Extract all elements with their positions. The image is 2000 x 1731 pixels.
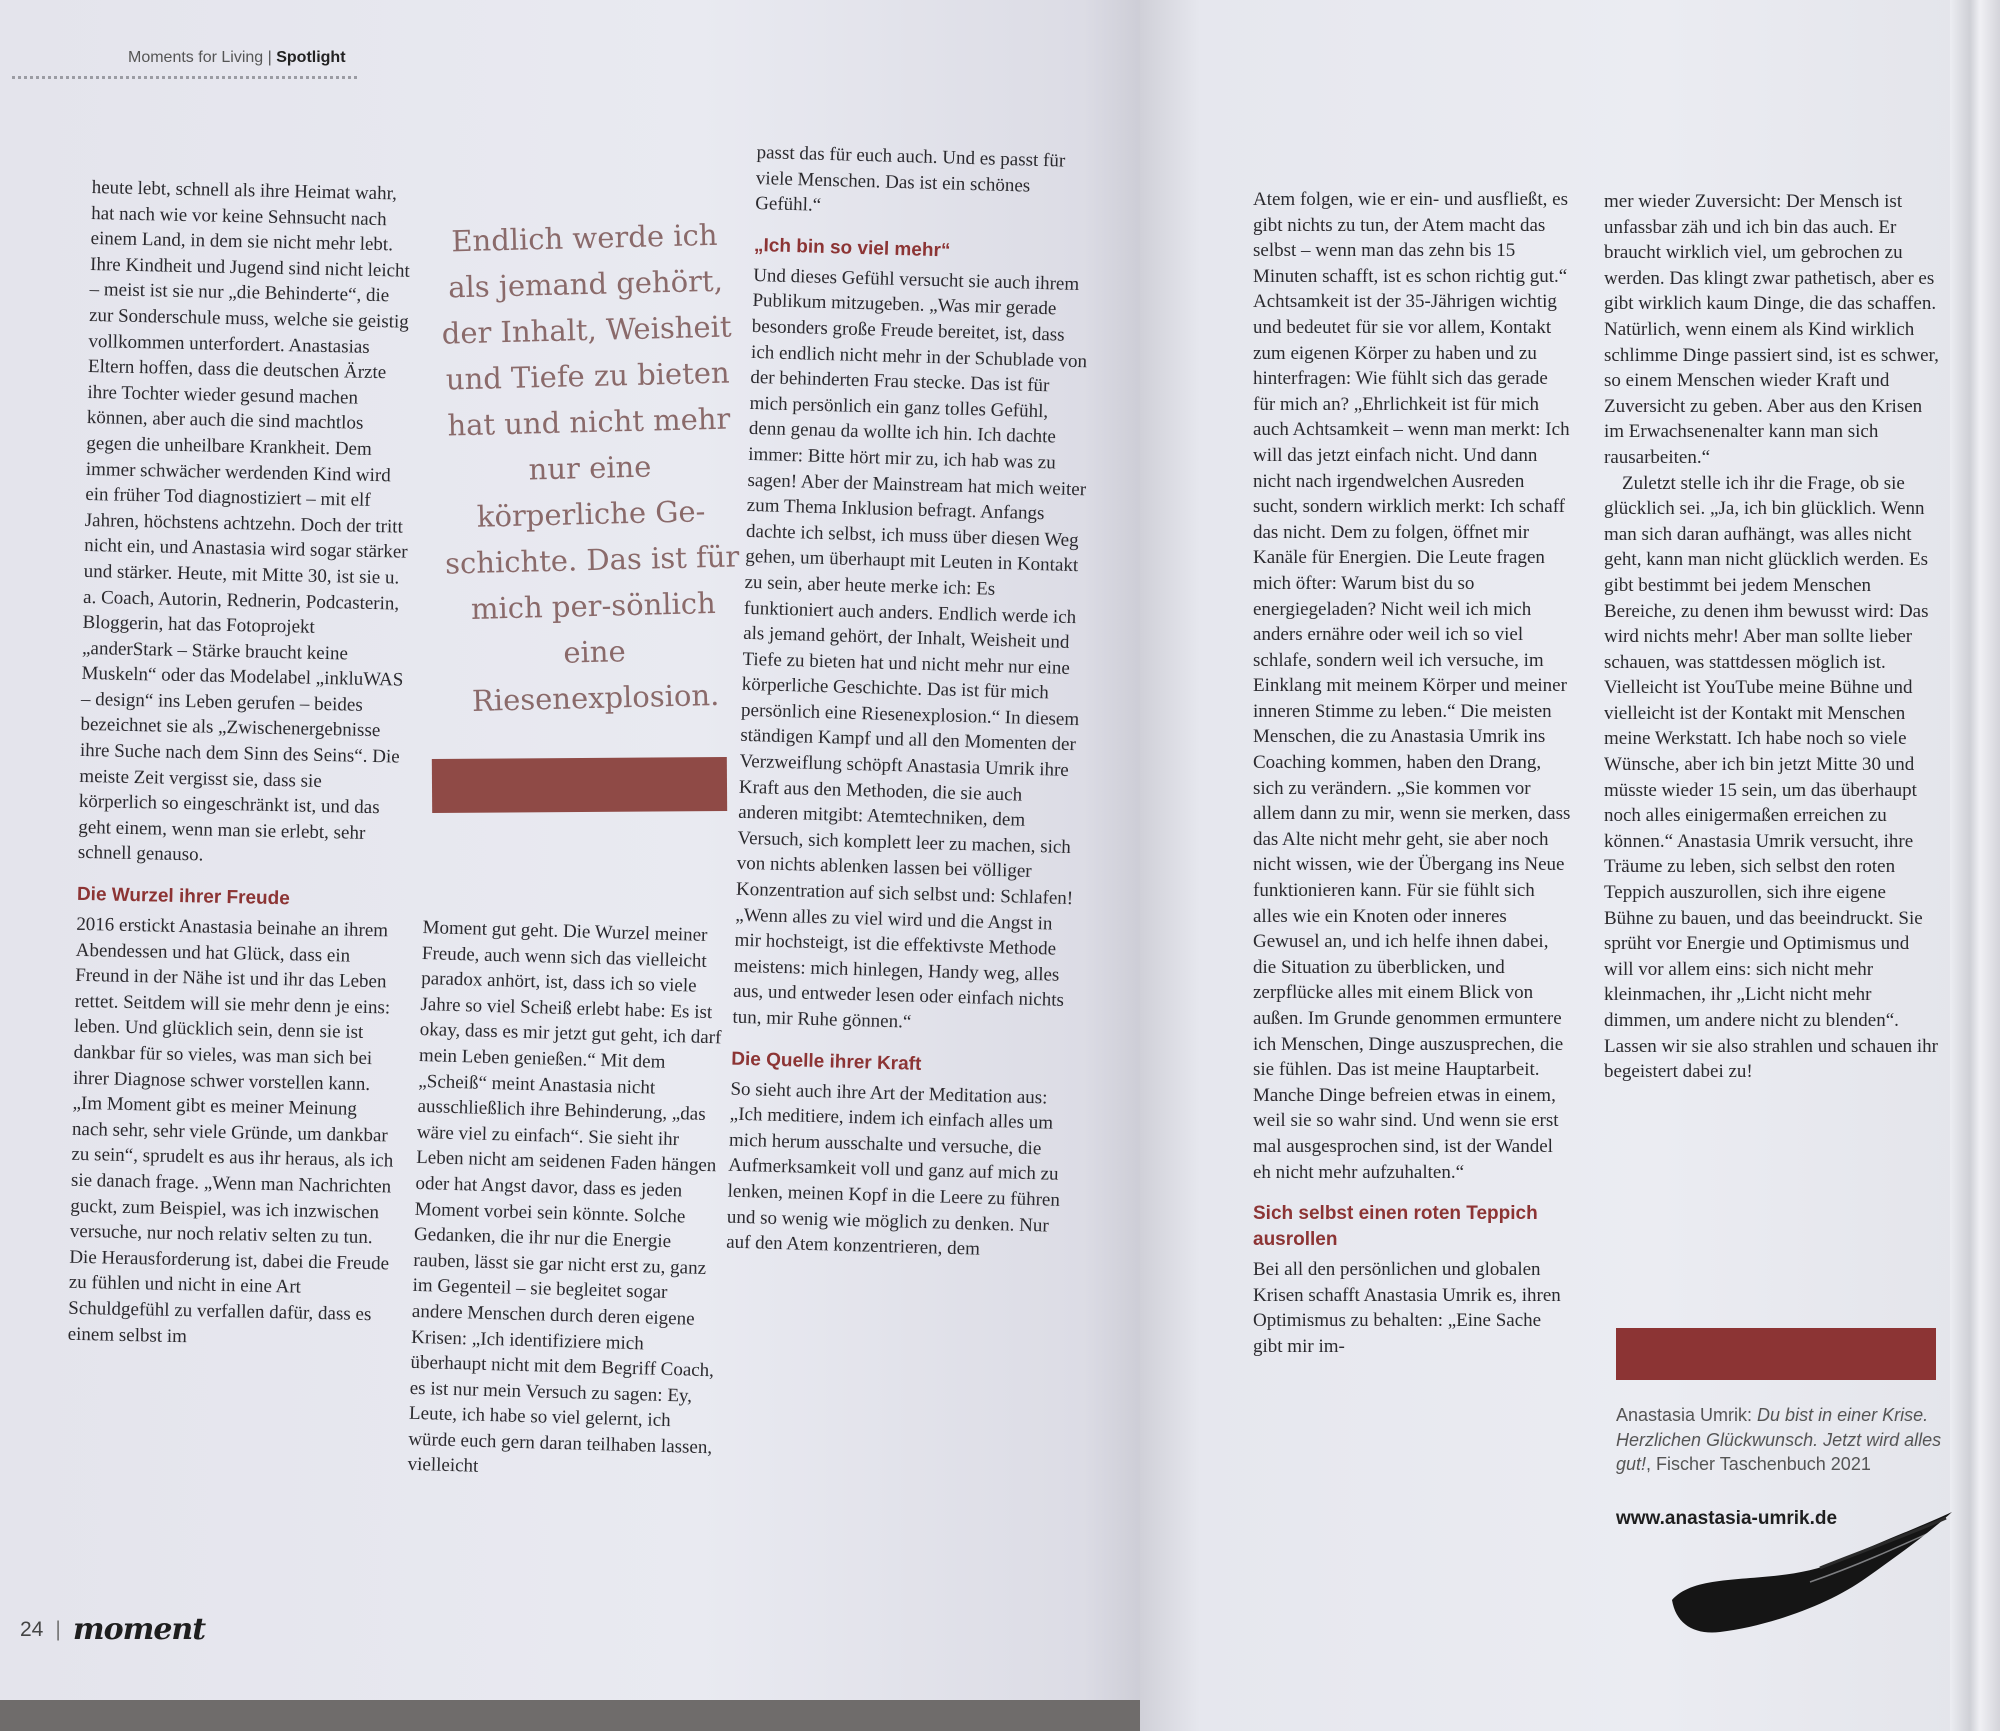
- column-2: [407, 915, 728, 1486]
- page-edge: [1950, 0, 2000, 1731]
- col4-subheading: Sich selbst einen roten Teppich ausrollen: [1253, 1203, 1538, 1251]
- col1-paragraph-1: heute lebt, schnell als ihre Heimat wahr, hat nach wie vor keine Sehnsucht nach einem Land, in dem sie nicht mehr lebt. Ihre Kindheit und Jugend sind nicht leicht – meist ist sie nur „die Behinderte“, die zur Sonderschule muss, welche sie geistig vollkommen unterfordert. Anastasias Eltern hoffen, dass die deutschen Ärzte ihre Tochter wieder gesund machen können, aber auch die sind machtlos gegen die unheilbare Krankheit. Dem immer schwächer werdenden Kind wird ein früher Tod diagnostiziert – mit elf Jahren, höchstens achtzehn. Doch der tritt nicht ein, und Anastasia wird sogar stärker und stärker. Heute, mit Mitte 30, ist sie u. a. Coach, Autorin, Rednerin, Podcasterin, Bloggerin, hat das Fotoprojekt „anderStark – Stärke braucht keine Muskeln“ oder das Modelabel „inkluWAS – design“ ins Leben gerufen – beides bezeichnet sie als „Zwischenergebnisse ihre Suche nach dem Sinn des Seins“. Die meiste Zeit vergisst sie, dass sie körperlich so eingeschränkt ist, und das geht einem, wenn man sie erlebt, sehr schnell genauso.: [77, 176, 411, 866]
- col2-paragraph-1: Moment gut geht. Die Wurzel meiner Freude, auch wenn sich das vielleicht paradox anhört, ist, dass ich so viele Jahre so viel Scheiß erlebt habe: Es ist okay, dass es mir jetzt gut geht, ich darf mein Leben genießen.“ Mit dem „Scheiß“ meint Anastasia nicht ausschließlich ihre Behinderung, „das wäre viel zu einfach“. Sie sieht ihr Leben nicht am seidenen Faden hängen oder hat Angst davor, dass es jeden Moment vorbei sein könnte. Solche Gedanken, die ihr nur die Energie rauben, lässt sie gar nicht erst zu, ganz im Gegenteil – sie begleitet sogar andere Menschen durch deren eigene Krisen: „Ich identifiziere mich überhaupt nicht mit dem Begriff Coach, es ist nur mein Versuch zu sagen: Ey, Leute, ich habe so viel gelernt, ich würde euch gern daran teilhaben lassen, vielleicht: [407, 916, 722, 1478]
- pull-quote: Endlich werde ich als jemand gehört, der Inhalt, Weisheit und Tiefe zu bieten hat und nicht mehr nur eine körperliche Ge-schichte. Das ist für mich per-sönlich eine Riesenexplosion.: [441, 217, 740, 718]
- page-footer: [20, 1612, 205, 1647]
- book-caption: [1616, 1403, 1946, 1477]
- column-4: [1253, 187, 1573, 1360]
- running-header: Moments for Living | Spotlight: [128, 49, 346, 66]
- accent-bar-left: [432, 757, 727, 813]
- col3-paragraph-1: passt das für euch auch. Und es passt für viele Menschen. Das ist ein schönes Gefühl.“: [754, 141, 1066, 217]
- caption-title: Du bist in einer Krise. Herzlichen Glückwunsch. Jetzt wird alles gut!: [1616, 1405, 1942, 1474]
- caption-author: Anastasia Umrik:: [1616, 1405, 1758, 1425]
- col5-paragraph-2: Zuletzt stelle ich ihr die Frage, ob sie glücklich sei. „Ja, ich bin glücklich. Wenn man sich daran aufhängt, was alles nicht geht, kann man nicht glücklich werden. Es gibt bestimmt bei jedem Menschen Bereiche, zu denen ihm bewusst wird: Das wird nichts mehr! Aber man sollte lieber schauen, was stattdessen möglich ist. Vielleicht ist YouTube meine Bühne und vielleicht ist der Kontakt mit Menschen meine Werkstatt. Ich habe noch so viele Wünsche, aber ich bin jetzt Mitte 30 und müsste wieder 15 sein, um das überhaupt noch alles einigermaßen erreichen zu können.“ Anastasia Umrik versucht, ihre Träume zu leben, sich selbst den roten Teppich auszurollen, sich ihre eigene Bühne zu bauen, und das beeindruckt. Sie sprüht vor Energie und Optimismus und will vor allem eins: sich nicht mehr kleinmachen, ihr „Licht nicht mehr dimmen, um andere nicht zu blenden“. Lassen wir sie also strahlen und schauen ihr begeistert dabei zu!: [1604, 472, 1938, 1083]
- col4-paragraph-1: Atem folgen, wie er ein- und ausfließt, es gibt nichts zu tun, der Atem macht das selbst – wenn man das zehn bis 15 Minuten schafft, ist es schon richtig gut.“ Achtsamkeit ist der 35-Jährigen wichtig und bedeutet für sie vor allem, Kontakt zum eigenen Körper zu haben und zu hinterfragen: Wie fühlt sich das gerade für mich an? „Ehrlichkeit ist für mich auch Achtsamkeit – wenn man merkt: Ich will das jetzt einfach nicht. Und dann nicht nach irgendwelchen Ausreden sucht, sondern wirklich merkt: Ich schaff das nicht. Dem zu folgen, öffnet mir Kanäle für Energien. Die Leute fragen mich öfter: Warum bist du so energiegeladen? Nicht weil ich mich anders ernähre oder weil ich so viel schlafe, sondern weil ich versuche, im Einklang mit meinem Körper und meiner inneren Stimme zu leben.“ Die meisten Menschen, die zu Anastasia Umrik ins Coaching kommen, haben den Drang, sich zu verändern. „Sie kommen vor allem dann zu mir, wenn sie merken, dass das Alte nicht mehr geht, sie aber noch nicht wissen, wie der Übergang ins Neue funktionieren kann. Für sie fühlt sich alles wie ein Knoten oder inneres Gewusel an, und ich helfe ihnen dabei, die Situation zu überblicken, und zerpflücke alles mit einem Blick von außen. Im Grunde genommen ermuntere ich Menschen, Dinge auszusprechen, die sie fühlen. Das ist meine Hauptarbeit. Manche Dinge befreien etwas in einem, weil sie so wahr sind. Und wenn sie erst mal ausgesprochen sind, ist der Wandel eh nicht mehr aufzuhalten.“: [1253, 189, 1571, 1183]
- header-dotted-rule: [12, 76, 357, 79]
- website-link[interactable]: www.anastasia-umrik.de: [1616, 1508, 1838, 1529]
- column-3: [726, 140, 1097, 1265]
- header-spotlight: Spotlight: [276, 49, 346, 66]
- col3-subheading-1: „Ich bin so viel mehr“: [753, 234, 951, 262]
- column-5: [1604, 189, 1939, 1085]
- column-1: [67, 175, 416, 1354]
- header-section: Moments for Living: [128, 49, 264, 66]
- page-number: 24: [20, 1617, 44, 1641]
- moment-logo: moment: [72, 1612, 206, 1647]
- col1-paragraph-2: 2016 erstickt Anastasia beinahe an ihrem Abendessen und hat Glück, dass ein Freund in der Nähe ist und ihr das Leben rettet. Seitdem will sie mehr denn je eins: leben. Und glücklich sein, denn sie ist dankbar für so vieles, was man sich bei ihrer Diagnose schwer vorstellen kann. „Im Moment gibt es meiner Meinung nach sehr, sehr viele Gründe, um dankbar zu sein“, sprudelt es aus ihr heraus, als ich sie danach frage. „Wenn man Nachrichten guckt, zum Beispiel, was ich inzwischen versuche, nur noch relativ selten zu tun. Die Herausforderung ist, dabei die Freude zu fühlen und nicht in eine Art Schuldgefühl zu verfallen dafür, dass es einem selbst im: [67, 913, 394, 1347]
- col5-paragraph-1: mer wieder Zuversicht: Der Mensch ist unfassbar zäh und ich bin das auch. Er braucht wirklich viel, um gebrochen zu werden. Das klingt zwar pathetisch, aber es gibt wirklich kaum Dinge, die das schaffen. Natürlich, wenn einem als Kind wirklich schlimme Dinge passiert sind, ist es schwer, so einem Menschen wieder Kraft und Zuversicht zu geben. Aber aus den Krisen im Erwachsenenalter kann man sich rausarbeiten.“: [1604, 191, 1939, 468]
- table-surface: [0, 1700, 1150, 1731]
- brush-stroke-icon: [1660, 1508, 1960, 1638]
- col4-paragraph-2: Bei all den persönlichen und globalen Krisen schafft Anastasia Umrik es, ihren Optimismus zu behalten: „Eine Sache gibt mir im-: [1253, 1259, 1561, 1357]
- col3-paragraph-2: Und dieses Gefühl versucht sie auch ihrem Publikum mitzugeben. „Was mir gerade besonders große Freude bereitet, ist, dass ich endlich nicht mehr in der Schublade von der behinderten Frau stecke. Das ist für mich persönlich ein ganz tolles Gefühl, denn genau da wollte ich hin. Ich dachte immer: Bitte hört mir zu, ich hab was zu sagen! Aber der Mainstream hat mich weiter zum Thema Inklusion befragt. Anfangs dachte ich selbst, ich muss über diesen Weg gehen, um überhaupt mit Leuten in Kontakt zu sein, aber heute merke ich: Es funktioniert auch anders. Endlich werde ich als jemand gehört, der Inhalt, Weisheit und Tiefe zu bieten hat und nicht mehr nur eine körperliche Geschichte. Das ist für mich persönlich eine Riesenexplosion.“ In diesem ständigen Kampf und all den Momenten der Verzweiflung schöpft Anastasia Umrik ihre Kraft aus den Methoden, die sie auch anderen mitgibt: Atemtechniken, dem Versuch, sich komplett leer zu machen, sich von nichts ablenken lassen bei völliger Konzentration auf sich selbst und: Schlafen! „Wenn alles zu viel wird und die Angst in mir hochsteigt, ist die effektivste Methode meistens: mich hinlegen, Handy weg, alles aus, und entweder lesen oder einfach nichts tun, mir Ruhe gönnen.“: [732, 264, 1088, 1033]
- col3-paragraph-3: So sieht auch ihre Art der Meditation aus: „Ich meditiere, indem ich einfach alles um mich herum ausschalte und versuche, die Aufmerksamkeit voll und ganz auf mich zu lenken, meinen Kopf in die Leere zu führen und so wenig wie möglich zu denken. Nur auf den Atem konzentrieren, dem: [725, 1078, 1061, 1260]
- caption-publisher: , Fischer Taschenbuch 2021: [1646, 1454, 1871, 1474]
- col3-subheading-2: Die Quelle ihrer Kraft: [731, 1048, 922, 1075]
- col1-subheading: Die Wurzel ihrer Freude: [76, 883, 291, 910]
- accent-bar-right: [1616, 1328, 1936, 1380]
- footer-separator: |: [55, 1617, 61, 1641]
